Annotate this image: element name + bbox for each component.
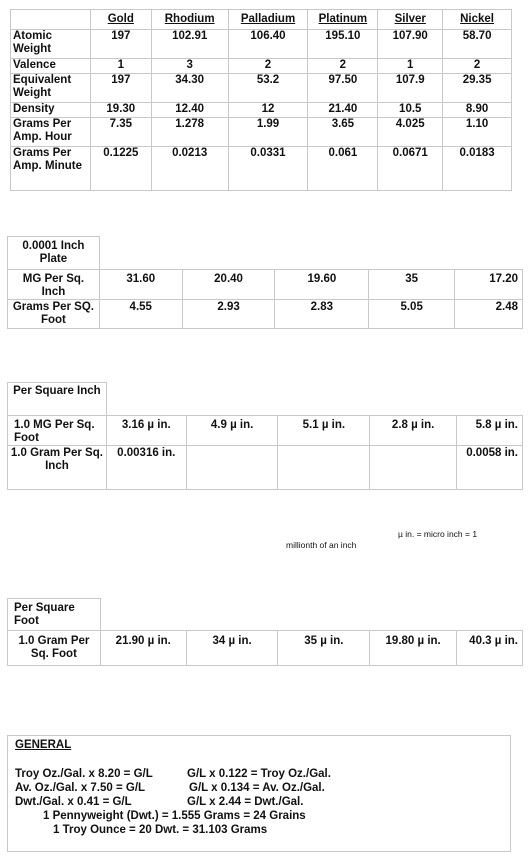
cell-value: 107.90 bbox=[378, 30, 443, 59]
cell-value: 1 bbox=[90, 59, 151, 74]
table-row bbox=[11, 118, 512, 147]
conversion-left: Av. Oz./Gal. x 7.50 = G/L bbox=[15, 782, 146, 794]
plate-table bbox=[7, 236, 523, 329]
cell-value: 3 bbox=[151, 59, 228, 74]
conversion-right: G/L x 0.122 = Troy Oz./Gal. bbox=[187, 768, 331, 780]
column-header-rhodium: Rhodium bbox=[151, 10, 228, 30]
cell-value: 107.9 bbox=[378, 74, 443, 103]
general-title: GENERAL bbox=[15, 739, 72, 751]
column-header-nickel: Nickel bbox=[443, 10, 512, 30]
cell-value: 21.90 µ in. bbox=[100, 631, 186, 666]
table-row bbox=[8, 631, 523, 666]
cell-value: 2.83 bbox=[275, 300, 369, 329]
cell-value: 0.0331 bbox=[228, 147, 308, 191]
cell-value: 53.2 bbox=[228, 74, 308, 103]
row-label: Equivalent Weight bbox=[11, 74, 91, 103]
column-header-palladium: Palladium bbox=[228, 10, 308, 30]
sq-foot-table bbox=[7, 598, 523, 666]
sq-inch-table bbox=[7, 382, 523, 490]
general-box bbox=[7, 735, 511, 852]
cell-value: 0.0671 bbox=[378, 147, 443, 191]
cell-value: 1.10 bbox=[443, 118, 512, 147]
cell-value: 5.1 µ in. bbox=[278, 416, 370, 446]
blank-cell bbox=[100, 599, 522, 631]
sq-inch-header-row bbox=[8, 383, 523, 416]
section-header: Per Square Foot bbox=[8, 599, 101, 631]
metals-table bbox=[10, 9, 512, 191]
cell-value: 34 µ in. bbox=[186, 631, 278, 666]
section-header: Per Square Inch bbox=[8, 383, 107, 416]
cell-value: 19.80 µ in. bbox=[370, 631, 457, 666]
cell-value: 4.9 µ in. bbox=[186, 416, 278, 446]
table-row bbox=[11, 147, 512, 191]
table-row bbox=[11, 59, 512, 74]
cell-value: 31.60 bbox=[99, 270, 182, 300]
micro-inch-note: µ in. = micro inch = 1 bbox=[398, 529, 478, 539]
troy-ounce-line: 1 Troy Ounce = 20 Dwt. = 31.103 Grams bbox=[53, 824, 268, 836]
blank-cell bbox=[106, 383, 522, 416]
cell-value: 5.05 bbox=[369, 300, 455, 329]
cell-value: 3.16 µ in. bbox=[106, 416, 186, 446]
table-row bbox=[11, 103, 512, 118]
cell-value: 40.3 µ in. bbox=[457, 631, 523, 666]
table-row bbox=[8, 416, 523, 446]
cell-value: 2.93 bbox=[182, 300, 275, 329]
blank-cell bbox=[99, 237, 522, 270]
cell-value: 2 bbox=[228, 59, 308, 74]
cell-value bbox=[370, 446, 457, 490]
cell-value: 58.70 bbox=[443, 30, 512, 59]
cell-value: 34.30 bbox=[151, 74, 228, 103]
cell-value: 0.061 bbox=[308, 147, 378, 191]
row-label: Grams Per Amp. Hour bbox=[11, 118, 91, 147]
cell-value: 7.35 bbox=[90, 118, 151, 147]
column-header-gold: Gold bbox=[90, 10, 151, 30]
cell-value: 1.278 bbox=[151, 118, 228, 147]
cell-value: 8.90 bbox=[443, 103, 512, 118]
row-label: Grams Per SQ. Foot bbox=[8, 300, 100, 329]
cell-value: 10.5 bbox=[378, 103, 443, 118]
cell-value: 197 bbox=[90, 74, 151, 103]
cell-value: 21.40 bbox=[308, 103, 378, 118]
table-row bbox=[8, 270, 523, 300]
table-row bbox=[8, 300, 523, 329]
column-header-platinum: Platinum bbox=[308, 10, 378, 30]
cell-value: 0.0058 in. bbox=[457, 446, 523, 490]
table-row bbox=[8, 446, 523, 490]
pennyweight-line: 1 Pennyweight (Dwt.) = 1.555 Grams = 24 Grains bbox=[43, 810, 306, 822]
cell-value: 195.10 bbox=[308, 30, 378, 59]
metals-header-row bbox=[11, 10, 512, 30]
row-label: 1.0 MG Per Sq. Foot bbox=[8, 416, 107, 446]
cell-value: 20.40 bbox=[182, 270, 275, 300]
row-label: MG Per Sq. Inch bbox=[8, 270, 100, 300]
cell-value: 4.025 bbox=[378, 118, 443, 147]
cell-value: 0.0183 bbox=[443, 147, 512, 191]
cell-value: 0.0213 bbox=[151, 147, 228, 191]
cell-value: 0.1225 bbox=[90, 147, 151, 191]
conversion-left: Troy Oz./Gal. x 8.20 = G/L bbox=[15, 768, 153, 780]
millionth-note: millionth of an inch bbox=[286, 540, 357, 550]
cell-value: 35 µ in. bbox=[278, 631, 370, 666]
conversion-right: G/L x 0.134 = Av. Oz./Gal. bbox=[189, 782, 325, 794]
cell-value: 0.00316 in. bbox=[106, 446, 186, 490]
cell-value: 197 bbox=[90, 30, 151, 59]
cell-value: 1 bbox=[378, 59, 443, 74]
table-row bbox=[11, 74, 512, 103]
cell-value: 17.20 bbox=[455, 270, 523, 300]
section-header: 0.0001 Inch Plate bbox=[8, 237, 100, 270]
cell-value: 97.50 bbox=[308, 74, 378, 103]
cell-value: 2 bbox=[443, 59, 512, 74]
row-label: 1.0 Gram Per Sq. Foot bbox=[8, 631, 101, 666]
row-label: Valence bbox=[11, 59, 91, 74]
table-row bbox=[11, 30, 512, 59]
cell-value: 19.30 bbox=[90, 103, 151, 118]
cell-value: 19.60 bbox=[275, 270, 369, 300]
cell-value bbox=[186, 446, 278, 490]
row-label: Density bbox=[11, 103, 91, 118]
cell-value: 4.55 bbox=[99, 300, 182, 329]
corner-cell bbox=[11, 10, 91, 30]
row-label: Atomic Weight bbox=[11, 30, 91, 59]
cell-value: 3.65 bbox=[308, 118, 378, 147]
cell-value: 1.99 bbox=[228, 118, 308, 147]
cell-value: 106.40 bbox=[228, 30, 308, 59]
row-label: Grams Per Amp. Minute bbox=[11, 147, 91, 191]
sq-foot-header-row bbox=[8, 599, 523, 631]
cell-value: 12.40 bbox=[151, 103, 228, 118]
cell-value: 2.48 bbox=[455, 300, 523, 329]
column-header-silver: Silver bbox=[378, 10, 443, 30]
plate-header-row bbox=[8, 237, 523, 270]
conversion-left: Dwt./Gal. x 0.41 = G/L bbox=[15, 796, 132, 808]
conversion-right: G/L x 2.44 = Dwt./Gal. bbox=[187, 796, 304, 808]
cell-value: 2.8 µ in. bbox=[370, 416, 457, 446]
cell-value: 29.35 bbox=[443, 74, 512, 103]
cell-value: 2 bbox=[308, 59, 378, 74]
row-label: 1.0 Gram Per Sq. Inch bbox=[8, 446, 107, 490]
cell-value: 35 bbox=[369, 270, 455, 300]
cell-value: 12 bbox=[228, 103, 308, 118]
cell-value bbox=[278, 446, 370, 490]
cell-value: 102.91 bbox=[151, 30, 228, 59]
cell-value: 5.8 µ in. bbox=[457, 416, 523, 446]
